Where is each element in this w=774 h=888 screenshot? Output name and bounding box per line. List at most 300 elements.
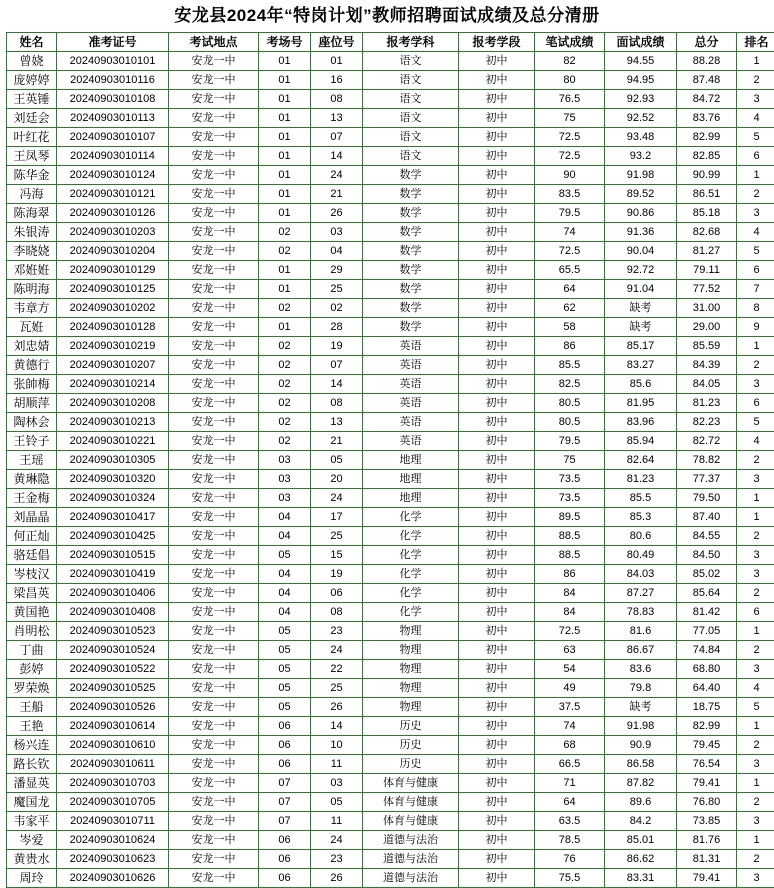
table-cell: 15 [311, 546, 363, 565]
table-cell: 88.28 [677, 52, 737, 71]
table-cell: 20240903010125 [57, 280, 169, 299]
table-cell: 83.31 [605, 869, 677, 888]
table-cell: 3 [737, 375, 774, 394]
table-cell: 89.6 [605, 793, 677, 812]
table-row [7, 622, 774, 641]
table-cell: 01 [259, 318, 311, 337]
table-cell: 安龙一中 [169, 356, 259, 375]
table-cell: 化学 [363, 565, 459, 584]
column-header-stage: 报考学段 [459, 33, 535, 52]
table-cell: 16 [311, 71, 363, 90]
table-cell: 82.68 [677, 223, 737, 242]
table-cell: 49 [535, 679, 605, 698]
table-cell: 68.80 [677, 660, 737, 679]
table-cell: 20240903010705 [57, 793, 169, 812]
table-cell: 20240903010624 [57, 831, 169, 850]
table-cell: 20240903010522 [57, 660, 169, 679]
table-cell: 85.6 [605, 375, 677, 394]
table-row [7, 413, 774, 432]
table-row [7, 261, 774, 280]
table-cell: 25 [311, 679, 363, 698]
table-cell: 66.5 [535, 755, 605, 774]
table-cell: 07 [259, 812, 311, 831]
table-row [7, 698, 774, 717]
page-title: 安龙县2024年“特岗计划”教师招聘面试成绩及总分清册 [6, 0, 768, 32]
column-header-name: 姓名 [7, 33, 57, 52]
table-cell: 20240903010320 [57, 470, 169, 489]
table-cell: 2 [737, 641, 774, 660]
table-cell: 1 [737, 508, 774, 527]
table-cell: 80.49 [605, 546, 677, 565]
table-cell: 65.5 [535, 261, 605, 280]
table-cell: 安龙一中 [169, 584, 259, 603]
table-cell: 黄德行 [7, 356, 57, 375]
table-cell: 体育与健康 [363, 812, 459, 831]
table-cell: 81.76 [677, 831, 737, 850]
table-row [7, 565, 774, 584]
table-cell: 初中 [459, 413, 535, 432]
table-cell: 安龙一中 [169, 527, 259, 546]
table-cell: 68 [535, 736, 605, 755]
table-cell: 胡顺萍 [7, 394, 57, 413]
table-cell: 黄贵水 [7, 850, 57, 869]
table-cell: 08 [311, 90, 363, 109]
table-cell: 83.5 [535, 185, 605, 204]
table-cell: 初中 [459, 52, 535, 71]
table-cell: 06 [311, 584, 363, 603]
table-cell: 丁曲 [7, 641, 57, 660]
table-cell: 23 [311, 622, 363, 641]
table-cell: 84.05 [677, 375, 737, 394]
table-cell: 01 [259, 109, 311, 128]
table-cell: 英语 [363, 356, 459, 375]
table-cell: 地理 [363, 451, 459, 470]
table-cell: 20240903010408 [57, 603, 169, 622]
table-cell: 道德与法治 [363, 850, 459, 869]
table-cell: 陈明海 [7, 280, 57, 299]
table-row [7, 109, 774, 128]
table-cell: 81.42 [677, 603, 737, 622]
table-row [7, 660, 774, 679]
table-cell: 缺考 [605, 698, 677, 717]
table-cell: 25 [311, 280, 363, 299]
table-cell: 90.86 [605, 204, 677, 223]
table-cell: 3 [737, 660, 774, 679]
table-cell: 11 [311, 755, 363, 774]
table-cell: 庞婷婷 [7, 71, 57, 90]
table-cell: 76.5 [535, 90, 605, 109]
table-cell: 物理 [363, 698, 459, 717]
table-cell: 84.55 [677, 527, 737, 546]
table-cell: 6 [737, 394, 774, 413]
table-cell: 20240903010107 [57, 128, 169, 147]
table-cell: 81.27 [677, 242, 737, 261]
table-cell: 初中 [459, 318, 535, 337]
table-cell: 85.18 [677, 204, 737, 223]
table-cell: 5 [737, 242, 774, 261]
table-cell: 02 [259, 432, 311, 451]
table-cell: 82.5 [535, 375, 605, 394]
table-cell: 04 [259, 565, 311, 584]
table-cell: 数学 [363, 185, 459, 204]
table-cell: 11 [311, 812, 363, 831]
table-cell: 20240903010614 [57, 717, 169, 736]
table-cell: 安龙一中 [169, 831, 259, 850]
table-cell: 安龙一中 [169, 375, 259, 394]
table-cell: 75 [535, 109, 605, 128]
table-cell: 安龙一中 [169, 546, 259, 565]
table-cell: 83.96 [605, 413, 677, 432]
table-cell: 岑枝汉 [7, 565, 57, 584]
table-cell: 安龙一中 [169, 736, 259, 755]
table-cell: 4 [737, 223, 774, 242]
table-cell: 85.02 [677, 565, 737, 584]
table-body [7, 52, 774, 888]
table-cell: 64 [535, 793, 605, 812]
table-cell: 01 [259, 52, 311, 71]
table-cell: 安龙一中 [169, 679, 259, 698]
table-cell: 18.75 [677, 698, 737, 717]
table-cell: 安龙一中 [169, 128, 259, 147]
table-cell: 安龙一中 [169, 109, 259, 128]
table-cell: 86 [535, 337, 605, 356]
table-cell: 3 [737, 755, 774, 774]
table-cell: 化学 [363, 527, 459, 546]
table-cell: 20240903010204 [57, 242, 169, 261]
table-cell: 安龙一中 [169, 280, 259, 299]
table-cell: 02 [259, 356, 311, 375]
table-cell: 数学 [363, 204, 459, 223]
table-cell: 数学 [363, 280, 459, 299]
column-header-total-score: 总分 [677, 33, 737, 52]
table-cell: 潘显英 [7, 774, 57, 793]
table-cell: 初中 [459, 869, 535, 888]
table-cell: 85.17 [605, 337, 677, 356]
table-cell: 3 [737, 565, 774, 584]
table-cell: 1 [737, 717, 774, 736]
table-cell: 20240903010623 [57, 850, 169, 869]
table-cell: 87.48 [677, 71, 737, 90]
table-cell: 84.50 [677, 546, 737, 565]
table-cell: 初中 [459, 546, 535, 565]
table-cell: 2 [737, 793, 774, 812]
table-cell: 05 [311, 793, 363, 812]
table-cell: 初中 [459, 698, 535, 717]
table-cell: 26 [311, 204, 363, 223]
table-cell: 瓦姙 [7, 318, 57, 337]
table-cell: 01 [311, 52, 363, 71]
table-cell: 26 [311, 698, 363, 717]
table-cell: 91.36 [605, 223, 677, 242]
table-cell: 82 [535, 52, 605, 71]
table-cell: 初中 [459, 128, 535, 147]
table-cell: 安龙一中 [169, 755, 259, 774]
table-cell: 87.27 [605, 584, 677, 603]
table-cell: 初中 [459, 451, 535, 470]
table-cell: 黄国艳 [7, 603, 57, 622]
table-cell: 85.5 [605, 489, 677, 508]
table-cell: 数学 [363, 223, 459, 242]
table-cell: 72.5 [535, 128, 605, 147]
table-cell: 84.03 [605, 565, 677, 584]
table-cell: 化学 [363, 584, 459, 603]
table-cell: 2 [737, 584, 774, 603]
table-cell: 73.5 [535, 489, 605, 508]
table-cell: 85.3 [605, 508, 677, 527]
table-cell: 语文 [363, 147, 459, 166]
table-cell: 37.5 [535, 698, 605, 717]
table-cell: 05 [259, 660, 311, 679]
table-cell: 06 [259, 850, 311, 869]
table-cell: 初中 [459, 299, 535, 318]
table-row [7, 90, 774, 109]
table-cell: 安龙一中 [169, 413, 259, 432]
table-cell: 74 [535, 223, 605, 242]
table-cell: 道德与法治 [363, 831, 459, 850]
table-cell: 2 [737, 71, 774, 90]
table-cell: 73.5 [535, 470, 605, 489]
table-cell: 86.62 [605, 850, 677, 869]
table-cell: 73.85 [677, 812, 737, 831]
table-cell: 92.52 [605, 109, 677, 128]
table-cell: 王凤琴 [7, 147, 57, 166]
table-cell: 初中 [459, 90, 535, 109]
table-cell: 初中 [459, 584, 535, 603]
table-row [7, 546, 774, 565]
table-cell: 安龙一中 [169, 793, 259, 812]
table-cell: 20240903010525 [57, 679, 169, 698]
table-cell: 07 [311, 356, 363, 375]
table-cell: 安龙一中 [169, 660, 259, 679]
table-cell: 英语 [363, 375, 459, 394]
table-cell: 4 [737, 679, 774, 698]
table-cell: 20240903010203 [57, 223, 169, 242]
table-cell: 陶林会 [7, 413, 57, 432]
table-cell: 3 [737, 546, 774, 565]
table-cell: 体育与健康 [363, 774, 459, 793]
table-cell: 朱银涛 [7, 223, 57, 242]
table-cell: 93.2 [605, 147, 677, 166]
column-header-exam-number: 准考证号 [57, 33, 169, 52]
table-cell: 初中 [459, 470, 535, 489]
table-cell: 王艳 [7, 717, 57, 736]
table-cell: 初中 [459, 565, 535, 584]
table-cell: 20240903010324 [57, 489, 169, 508]
table-cell: 20240903010114 [57, 147, 169, 166]
table-cell: 安龙一中 [169, 52, 259, 71]
table-cell: 20240903010124 [57, 166, 169, 185]
table-row [7, 641, 774, 660]
table-cell: 10 [311, 736, 363, 755]
table-cell: 3 [737, 204, 774, 223]
table-cell: 20240903010711 [57, 812, 169, 831]
table-cell: 20240903010202 [57, 299, 169, 318]
table-cell: 21 [311, 432, 363, 451]
table-cell: 83.27 [605, 356, 677, 375]
table-cell: 韦家平 [7, 812, 57, 831]
table-row [7, 185, 774, 204]
table-cell: 初中 [459, 793, 535, 812]
table-cell: 54 [535, 660, 605, 679]
table-cell: 03 [311, 223, 363, 242]
table-row [7, 128, 774, 147]
table-cell: 23 [311, 850, 363, 869]
table-cell: 初中 [459, 489, 535, 508]
table-cell: 72.5 [535, 242, 605, 261]
table-cell: 01 [259, 90, 311, 109]
table-cell: 72.5 [535, 622, 605, 641]
table-cell: 初中 [459, 812, 535, 831]
table-cell: 01 [259, 128, 311, 147]
table-cell: 1 [737, 489, 774, 508]
table-cell: 初中 [459, 717, 535, 736]
table-cell: 化学 [363, 603, 459, 622]
table-cell: 3 [737, 869, 774, 888]
table-cell: 魔国龙 [7, 793, 57, 812]
table-cell: 01 [259, 280, 311, 299]
table-cell: 84 [535, 584, 605, 603]
table-cell: 安龙一中 [169, 223, 259, 242]
table-cell: 86 [535, 565, 605, 584]
table-cell: 20240903010214 [57, 375, 169, 394]
table-cell: 2 [737, 451, 774, 470]
table-cell: 物理 [363, 622, 459, 641]
table-cell: 语文 [363, 90, 459, 109]
table-cell: 9 [737, 318, 774, 337]
table-cell: 05 [259, 622, 311, 641]
table-cell: 安龙一中 [169, 318, 259, 337]
table-cell: 安龙一中 [169, 717, 259, 736]
table-cell: 3 [737, 812, 774, 831]
table-cell: 物理 [363, 641, 459, 660]
table-cell: 物理 [363, 679, 459, 698]
table-cell: 89.52 [605, 185, 677, 204]
table-cell: 07 [311, 128, 363, 147]
table-cell: 01 [259, 147, 311, 166]
table-cell: 86.58 [605, 755, 677, 774]
table-cell: 58 [535, 318, 605, 337]
table-cell: 安龙一中 [169, 394, 259, 413]
table-row [7, 71, 774, 90]
table-cell: 74.84 [677, 641, 737, 660]
table-cell: 79.41 [677, 869, 737, 888]
table-cell: 安龙一中 [169, 850, 259, 869]
table-cell: 初中 [459, 660, 535, 679]
table-cell: 17 [311, 508, 363, 527]
table-row [7, 508, 774, 527]
table-cell: 72.5 [535, 147, 605, 166]
table-cell: 安龙一中 [169, 774, 259, 793]
table-cell: 3 [737, 470, 774, 489]
table-cell: 安龙一中 [169, 242, 259, 261]
table-cell: 7 [737, 280, 774, 299]
table-cell: 08 [311, 394, 363, 413]
table-cell: 92.72 [605, 261, 677, 280]
table-row [7, 432, 774, 451]
table-cell: 20240903010523 [57, 622, 169, 641]
table-cell: 20240903010128 [57, 318, 169, 337]
table-cell: 初中 [459, 204, 535, 223]
table-cell: 20240903010129 [57, 261, 169, 280]
table-cell: 63 [535, 641, 605, 660]
table-cell: 彭婷 [7, 660, 57, 679]
table-cell: 安龙一中 [169, 90, 259, 109]
table-cell: 85.64 [677, 584, 737, 603]
table-cell: 05 [259, 641, 311, 660]
table-cell: 化学 [363, 546, 459, 565]
table-cell: 21 [311, 185, 363, 204]
table-cell: 06 [259, 869, 311, 888]
table-cell: 24 [311, 831, 363, 850]
table-cell: 91.98 [605, 166, 677, 185]
table-cell: 74 [535, 717, 605, 736]
table-cell: 94.55 [605, 52, 677, 71]
table-cell: 20240903010703 [57, 774, 169, 793]
table-cell: 初中 [459, 774, 535, 793]
table-cell: 79.45 [677, 736, 737, 755]
table-cell: 初中 [459, 527, 535, 546]
table-cell: 陈华金 [7, 166, 57, 185]
table-cell: 79.50 [677, 489, 737, 508]
table-cell: 91.04 [605, 280, 677, 299]
table-cell: 14 [311, 717, 363, 736]
table-cell: 初中 [459, 147, 535, 166]
table-cell: 91.98 [605, 717, 677, 736]
table-cell: 84.72 [677, 90, 737, 109]
table-cell: 19 [311, 337, 363, 356]
table-cell: 安龙一中 [169, 147, 259, 166]
table-cell: 初中 [459, 185, 535, 204]
table-cell: 75 [535, 451, 605, 470]
table-cell: 85.01 [605, 831, 677, 850]
table-cell: 地理 [363, 470, 459, 489]
table-row [7, 375, 774, 394]
table-cell: 缺考 [605, 318, 677, 337]
table-cell: 物理 [363, 660, 459, 679]
table-cell: 03 [259, 489, 311, 508]
table-cell: 64.40 [677, 679, 737, 698]
table-cell: 安龙一中 [169, 565, 259, 584]
table-cell: 84.2 [605, 812, 677, 831]
table-row [7, 166, 774, 185]
table-cell: 03 [259, 451, 311, 470]
column-header-interview-score: 面试成绩 [605, 33, 677, 52]
table-cell: 03 [259, 470, 311, 489]
table-cell: 05 [259, 546, 311, 565]
table-row [7, 489, 774, 508]
table-row [7, 793, 774, 812]
table-cell: 79.5 [535, 204, 605, 223]
table-cell: 历史 [363, 736, 459, 755]
table-cell: 2 [737, 185, 774, 204]
table-cell: 路长钦 [7, 755, 57, 774]
table-cell: 26 [311, 869, 363, 888]
table-cell: 安龙一中 [169, 869, 259, 888]
table-cell: 肖明松 [7, 622, 57, 641]
table-cell: 83.76 [677, 109, 737, 128]
table-cell: 5 [737, 698, 774, 717]
table-cell: 06 [259, 717, 311, 736]
table-cell: 77.37 [677, 470, 737, 489]
table-cell: 数学 [363, 166, 459, 185]
table-cell: 14 [311, 375, 363, 394]
table-row [7, 223, 774, 242]
table-cell: 初中 [459, 166, 535, 185]
table-cell: 历史 [363, 717, 459, 736]
table-cell: 数学 [363, 242, 459, 261]
table-row [7, 774, 774, 793]
table-cell: 62 [535, 299, 605, 318]
